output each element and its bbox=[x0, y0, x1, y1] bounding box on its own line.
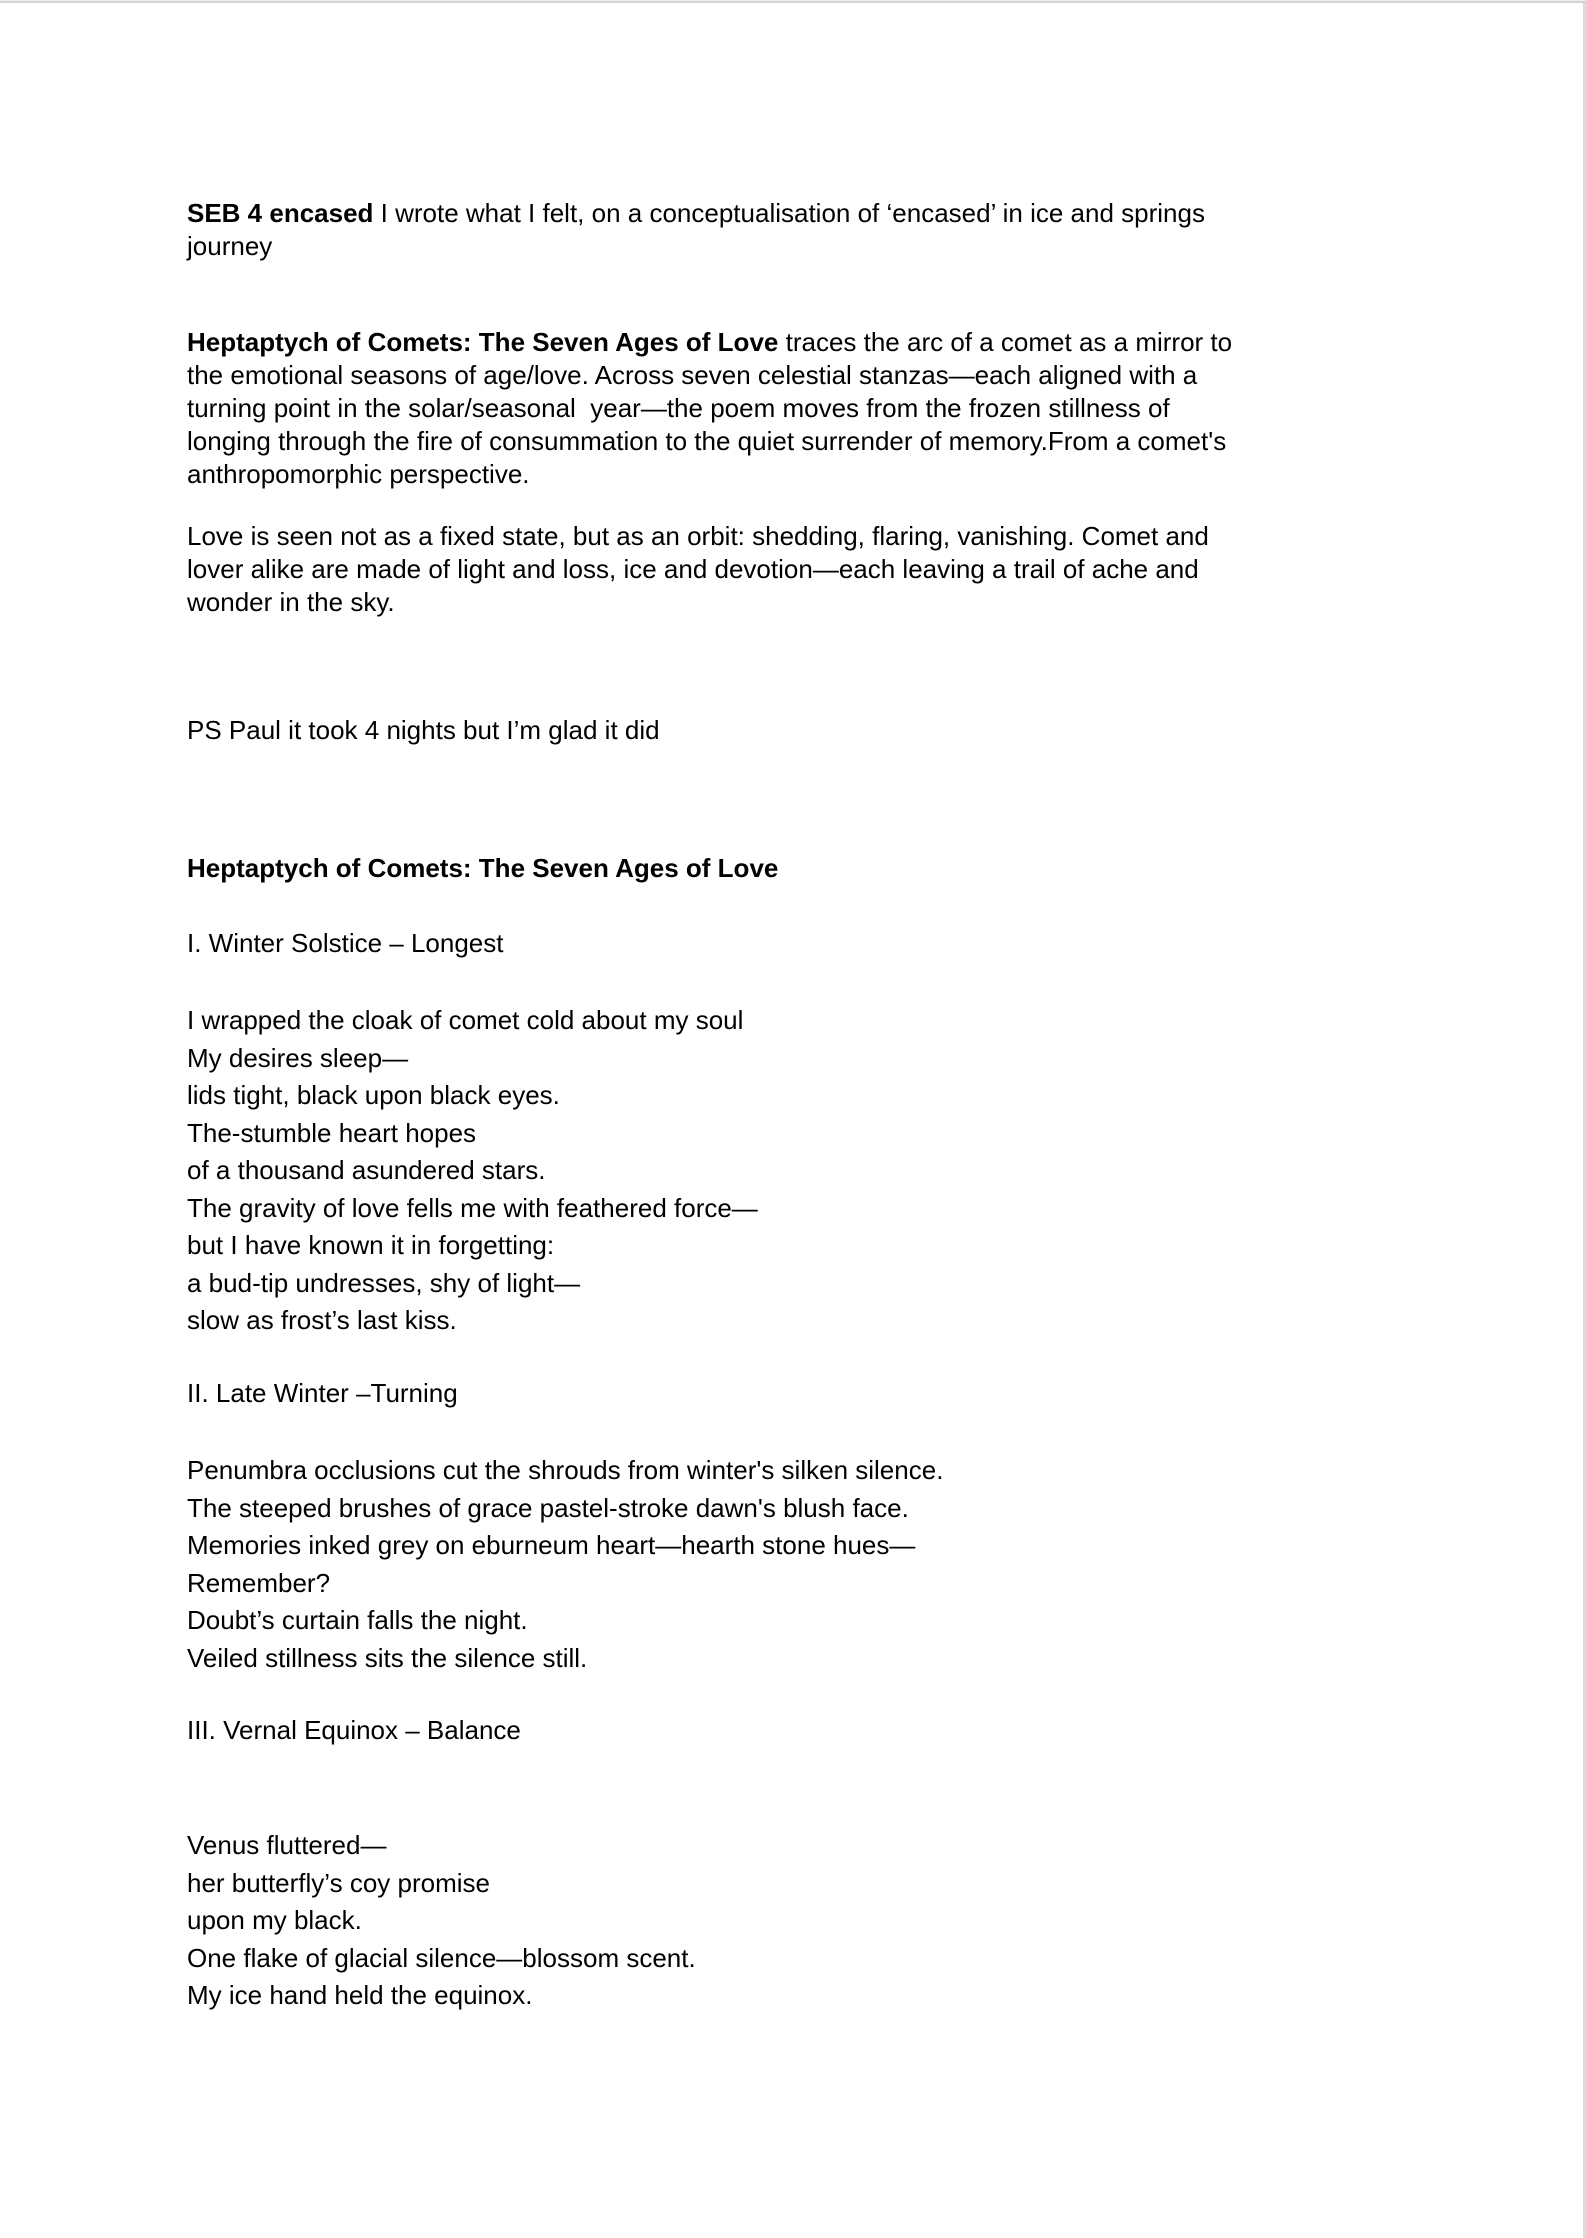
window-top-border bbox=[0, 0, 1586, 3]
poem-line: her butterfly’s coy promise bbox=[187, 1867, 490, 1898]
poem-line: lids tight, black upon black eyes. bbox=[187, 1080, 560, 1110]
poem-line: My ice hand held the equinox. bbox=[187, 1980, 533, 2010]
reflection-text-line: lover alike are made of light and loss, ice and devotion—each leaving a trail of ache and bbox=[187, 554, 1199, 584]
summary-text-line: longing through the fire of consummation to the quiet surrender of memory.From a comet's bbox=[187, 426, 1227, 456]
postscript bbox=[187, 714, 1387, 747]
stanza bbox=[187, 1002, 1387, 1340]
section-heading bbox=[187, 1377, 1387, 1410]
intro-text-line: journey bbox=[187, 231, 273, 261]
poem-line: The steeped brushes of grace pastel-stroke dawn's blush face. bbox=[187, 1492, 909, 1523]
poem-line: I wrapped the cloak of comet cold about my soul bbox=[187, 1005, 744, 1035]
poem-line: Memories inked grey on eburneum heart—hearth stone hues— bbox=[187, 1530, 916, 1560]
intro-paragraph bbox=[187, 197, 1387, 263]
poem-line: The-stumble heart hopes bbox=[187, 1117, 477, 1148]
summary-text-line: turning point in the solar/seasonal year—the poem moves from the frozen stillness of bbox=[187, 393, 1170, 423]
reflection-text-line: wonder in the sky. bbox=[187, 587, 395, 617]
poem-line: One flake of glacial silence—blossom scent. bbox=[187, 1942, 696, 1973]
summary-bold-title: Heptaptych of Comets: The Seven Ages of Love bbox=[187, 327, 779, 357]
intro-bold-title: SEB 4 encased bbox=[187, 198, 374, 228]
summary-paragraph bbox=[187, 326, 1387, 491]
reflection-paragraph bbox=[187, 520, 1387, 619]
section-heading bbox=[187, 1714, 1387, 1747]
poem-title-text: Heptaptych of Comets: The Seven Ages of Love bbox=[187, 853, 779, 883]
poem-line: but I have known it in forgetting: bbox=[187, 1230, 555, 1260]
poem-line: Remember? bbox=[187, 1567, 331, 1598]
poem-line: of a thousand asundered stars. bbox=[187, 1155, 546, 1185]
poem-line: Venus fluttered— bbox=[187, 1830, 387, 1860]
summary-text-line: traces the arc of a comet as a mirror to bbox=[778, 327, 1233, 357]
summary-text-line: the emotional seasons of age/love. Across seven celestial stanzas—each aligned with a bbox=[187, 360, 1198, 390]
reflection-text-line: Love is seen not as a fixed state, but as an orbit: shedding, flaring, vanishing. Comet and bbox=[187, 521, 1209, 551]
poem-line: Veiled stillness sits the silence still. bbox=[187, 1642, 588, 1673]
poem-line: The gravity of love fells me with feathered force— bbox=[187, 1192, 758, 1223]
poem-line: Penumbra occlusions cut the shrouds from winter's silken silence. bbox=[187, 1455, 944, 1485]
poem-title bbox=[187, 852, 1387, 885]
poem-line: My desires sleep— bbox=[187, 1042, 409, 1073]
intro-text-line: I wrote what I felt, on a conceptualisation of ‘encased’ in ice and springs bbox=[373, 198, 1205, 228]
poem-line: upon my black. bbox=[187, 1905, 362, 1935]
poem-line: slow as frost’s last kiss. bbox=[187, 1305, 457, 1335]
stanza bbox=[187, 1452, 1387, 1677]
poem-line: Doubt’s curtain falls the night. bbox=[187, 1605, 528, 1635]
section-heading-text: I. Winter Solstice – Longest bbox=[187, 928, 504, 958]
stanza bbox=[187, 1827, 1387, 2015]
section-heading bbox=[187, 927, 1387, 960]
postscript-text: PS Paul it took 4 nights but I’m glad it did bbox=[187, 715, 660, 745]
section-heading-text: II. Late Winter –Turning bbox=[187, 1378, 458, 1408]
summary-text-line: anthropomorphic perspective. bbox=[187, 459, 530, 489]
section-heading-text: III. Vernal Equinox – Balance bbox=[187, 1715, 521, 1745]
poem-line: a bud-tip undresses, shy of light— bbox=[187, 1267, 581, 1298]
document-page bbox=[0, 5, 1583, 2238]
